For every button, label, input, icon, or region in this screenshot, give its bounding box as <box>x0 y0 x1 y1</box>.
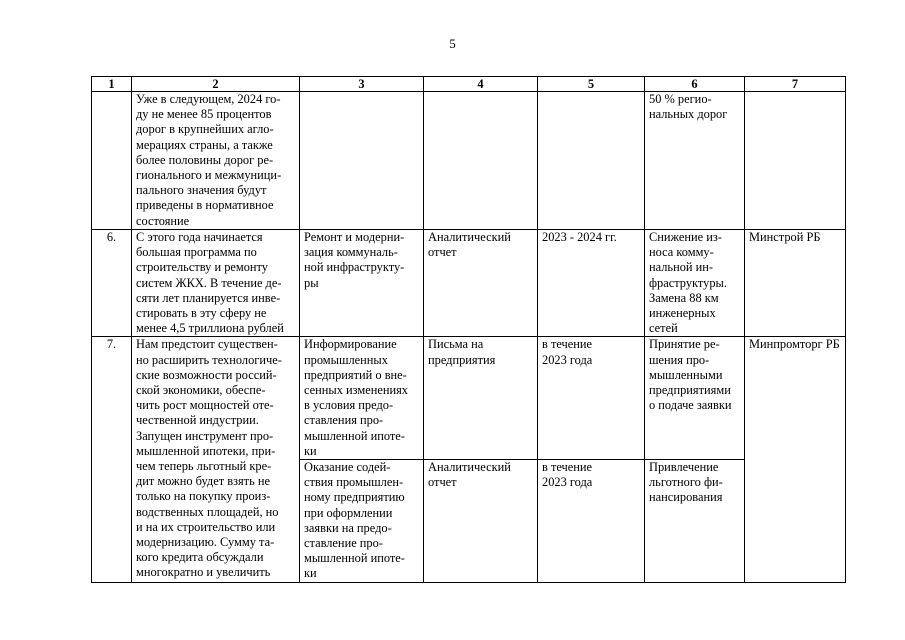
column-header: 5 <box>538 77 645 92</box>
row-term: 2023 - 2024 гг. <box>538 230 645 337</box>
row-description: С этого года начинается большая программа по строительству и ремонту систем ЖКХ. В течение де- сяти лет планируется инве- стировать в эту сферу не менее 4,5 триллиона рублей <box>132 230 300 337</box>
table-row <box>92 92 846 230</box>
column-header: 3 <box>300 77 424 92</box>
row-report-form <box>424 92 538 230</box>
row-measure <box>300 92 424 230</box>
row-description: Уже в следующем, 2024 го- ду не менее 85 процентов дорог в крупнейших агло- мерациях страны, а также более половины дорог ре- гионального и межмуници- пального значения будут приведены в нормативное состояние <box>132 92 300 230</box>
column-header: 2 <box>132 77 300 92</box>
row-result: 50 % регио- нальных дорог <box>645 92 745 230</box>
row-number: 6. <box>92 230 132 337</box>
page-number: 5 <box>449 36 456 51</box>
column-header: 7 <box>745 77 846 92</box>
row-result: Привлечение льготного фи- нансирования <box>645 460 745 583</box>
row-report-form: Аналитический отчет <box>424 460 538 583</box>
row-measure: Оказание содей- ствия промышлен- ному предприятию при оформлении заявки на предо- ставление про- мышленной ипоте- ки <box>300 460 424 583</box>
row-number <box>92 92 132 230</box>
column-header: 1 <box>92 77 132 92</box>
row-term: в течение 2023 года <box>538 460 645 583</box>
row-measure: Информирование промышленных предприятий о вне- сенных изменениях в условия предо- ставления про- мышленной ипоте- ки <box>300 337 424 460</box>
table-row <box>92 337 846 460</box>
row-measure: Ремонт и модерни- зация коммуналь- ной инфраструкту- ры <box>300 230 424 337</box>
column-header: 6 <box>645 77 745 92</box>
plan-table <box>91 76 846 583</box>
header-row <box>92 77 846 92</box>
row-report-form: Аналитический отчет <box>424 230 538 337</box>
row-result: Принятие ре- шения про- мышленными предприятиями о подаче заявки <box>645 337 745 460</box>
row-term <box>538 92 645 230</box>
row-term: в течение 2023 года <box>538 337 645 460</box>
row-description: Нам предстоит существен- но расширить технологиче- ские возможности россий- ской экономики, обеспе- чить рост мощностей оте- чественной индустрии. Запущен инструмент про- мышленной ипотеки, при- чем теперь льготный кре- дит можно будет взять не только на покупку произ- водственных площадей, но и на их строительство или модернизацию. Сумму та- кого кредита обсуждали многократно и увеличить <box>132 337 300 582</box>
column-header: 4 <box>424 77 538 92</box>
row-result: Снижение из- носа комму- нальной ин- фраструктуры. Замена 88 км инженерных сетей <box>645 230 745 337</box>
row-responsible: Минпромторг РБ <box>745 337 846 582</box>
row-responsible: Минстрой РБ <box>745 230 846 337</box>
row-number: 7. <box>92 337 132 582</box>
row-responsible <box>745 92 846 230</box>
row-report-form: Письма на предприятия <box>424 337 538 460</box>
table-row <box>92 230 846 337</box>
